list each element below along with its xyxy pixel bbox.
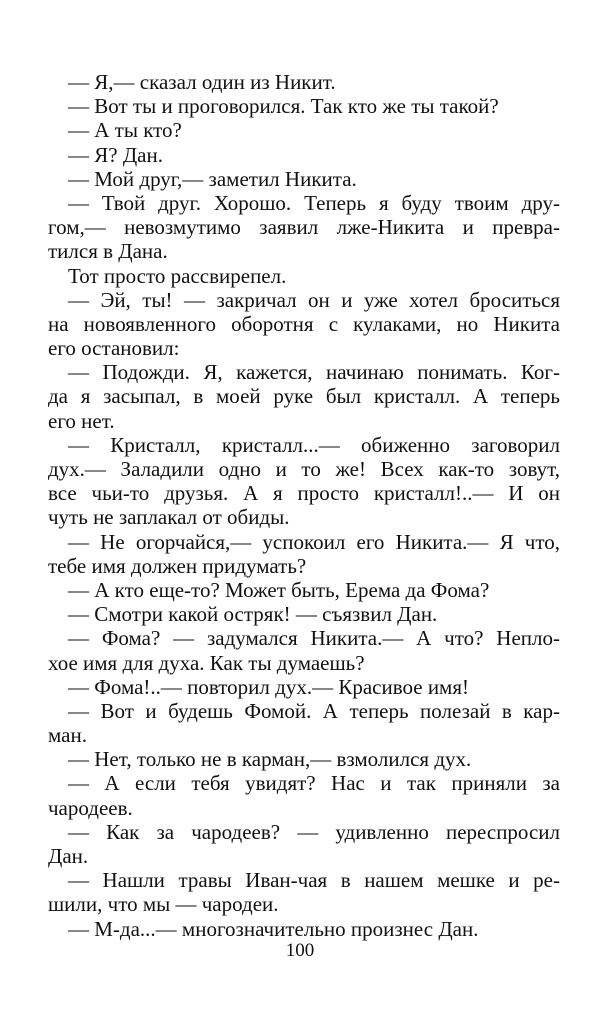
text-line: — Вот и будешь Фомой. А теперь полезай в кар- (68, 698, 560, 723)
text-line: его остановил: (48, 336, 180, 361)
text-line: — Эй, ты! — закричал он и уже хотел броситься (68, 287, 560, 312)
text-line: все чьи-то друзья. А я просто кристалл!..— И он (48, 481, 560, 506)
text-line: — Я? Дан. (68, 142, 163, 167)
text-line: чуть не заплакал от обиды. (48, 505, 290, 530)
text-line: — Как за чародеев? — удивленно переспросил (68, 819, 560, 844)
text-line: — Не огорчайся,— успокоил его Никита.— Я что, (68, 529, 560, 554)
text-line: — Твой друг. Хорошо. Теперь я буду твоим дру- (68, 190, 560, 215)
text-line: ман. (48, 723, 87, 748)
text-line: — Нашли травы Иван-чая в нашем мешке и ре- (68, 868, 560, 893)
text-line: — Мой друг,— заметил Никита. (68, 166, 357, 191)
text-line: Дан. (48, 844, 89, 868)
text-line: тебе имя должен придумать? (48, 553, 307, 578)
text-line: — Фома? — задумался Никита.— А что? Неплo- (68, 626, 560, 651)
text-line: — Подожди. Я, кажется, начинаю понимать. Ког- (68, 360, 560, 385)
text-line: тился в Дана. (48, 239, 168, 264)
text-line: — А если тебя увидят? Нас и так приняли за (68, 771, 560, 796)
text-line: да я засыпал, в моей руке был кристалл. А теперь (48, 384, 560, 409)
text-line: гом,— невозмутимо заявил лже-Никита и превра- (48, 215, 560, 240)
text-line: — Я,— сказал один из Никит. (68, 70, 336, 94)
text-line: дух.— Заладили одно и то же! Всех как-то зовут, (48, 457, 560, 481)
text-line: на новоявленного оборотня с кулаками, но Никита (48, 311, 560, 336)
text-line: чародеев. (48, 795, 133, 820)
text-line: — А кто еще-то? Может быть, Ерема да Фома? (68, 577, 490, 602)
text-line: — Вот ты и проговорился. Так кто же ты такой? (68, 94, 499, 119)
page-number: 100 (285, 940, 315, 961)
text-line: Тот просто рассвирепел. (68, 263, 287, 288)
text-line: — Фома!..— повторил дух.— Красивое имя! (68, 674, 469, 699)
text-line: хое имя для духа. Как ты думаешь? (48, 650, 365, 675)
text-line: — Нет, только не в карман,— взмолился дух. (68, 747, 472, 772)
page-text (48, 70, 560, 941)
text-line: — Смотри какой остряк! — съязвил Дан. (68, 602, 438, 627)
text-line: — М-да...— многозначительно произнес Дан. (68, 916, 479, 941)
text-line: его нет. (48, 408, 115, 433)
text-line: шили, что мы — чародеи. (48, 892, 279, 917)
text-line: — Кристалл, кристалл...— обиженно заговорил (68, 432, 560, 457)
text-line: — А ты кто? (68, 118, 182, 143)
